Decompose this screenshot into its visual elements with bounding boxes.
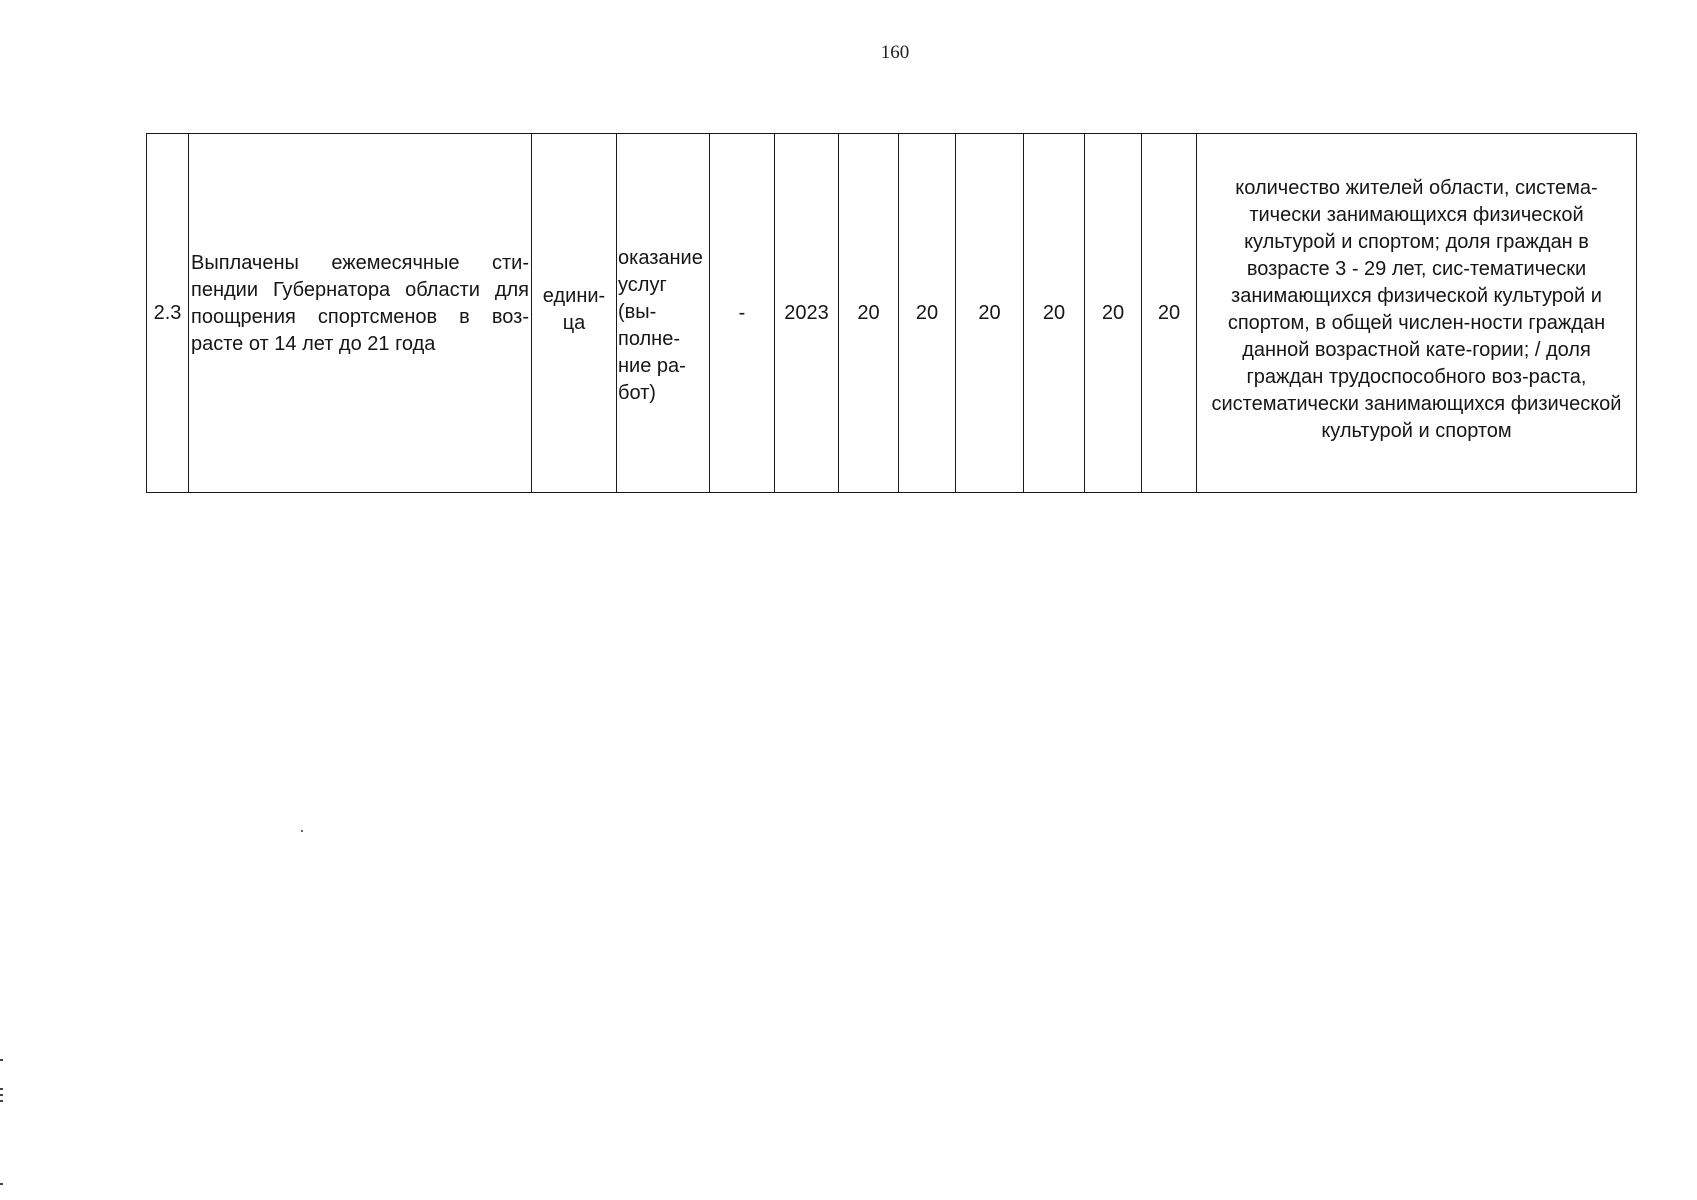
value-cell-6: [1142, 134, 1197, 493]
indicator-table: [146, 133, 1637, 493]
scan-mark: [0, 1100, 3, 1102]
scan-mark: [0, 1088, 3, 1090]
value-cell-5: [1085, 134, 1142, 493]
page-number: 160: [880, 42, 910, 63]
scan-mark: [0, 1183, 3, 1185]
value-text: 20: [1042, 301, 1066, 324]
type-cell: [617, 134, 710, 493]
value-text: 20: [1157, 301, 1181, 324]
base-value-text: -: [738, 301, 746, 324]
scan-mark: [0, 1094, 3, 1096]
value-text: 20: [1101, 301, 1125, 324]
unit-text: едини-ца: [542, 285, 606, 334]
value-cell-1: [839, 134, 899, 493]
row-number-text: 2.3: [153, 301, 182, 324]
result-name-text: Выплачены ежемесячные сти-пендии Губернатора области для поощрения спортсменов в воз-расте от 14 лет до 21 года: [191, 252, 529, 355]
base-year-cell: [775, 134, 839, 493]
value-cell-3: [956, 134, 1024, 493]
value-text: 20: [978, 301, 1001, 324]
type-text: оказание услуг (вы-полне-ние ра-бот): [618, 247, 703, 404]
base-year-text: 2023: [784, 301, 829, 324]
scan-mark: [0, 1059, 3, 1061]
row-number: [147, 134, 189, 493]
value-cell-4: [1024, 134, 1085, 493]
table-row: [147, 134, 1637, 493]
base-value-cell: [710, 134, 775, 493]
value-text: 20: [915, 301, 939, 324]
value-text: 20: [857, 301, 880, 324]
result-name-cell: [189, 134, 532, 493]
indicators-text: количество жителей области, система-тически занимающихся физической культурой и спортом; доля граждан в возрасте 3 - 29 лет, сис-тематически занимающихся физической культурой и спортом, в общей числен-ности граждан данной возрастной кате-гории; / доля граждан трудоспособного воз-раста, систематически занимающихся физической культурой и спортом: [1211, 177, 1622, 442]
indicators-cell: [1197, 134, 1637, 493]
unit-cell: [532, 134, 617, 493]
value-cell-2: [899, 134, 956, 493]
scan-speck: [301, 830, 303, 832]
